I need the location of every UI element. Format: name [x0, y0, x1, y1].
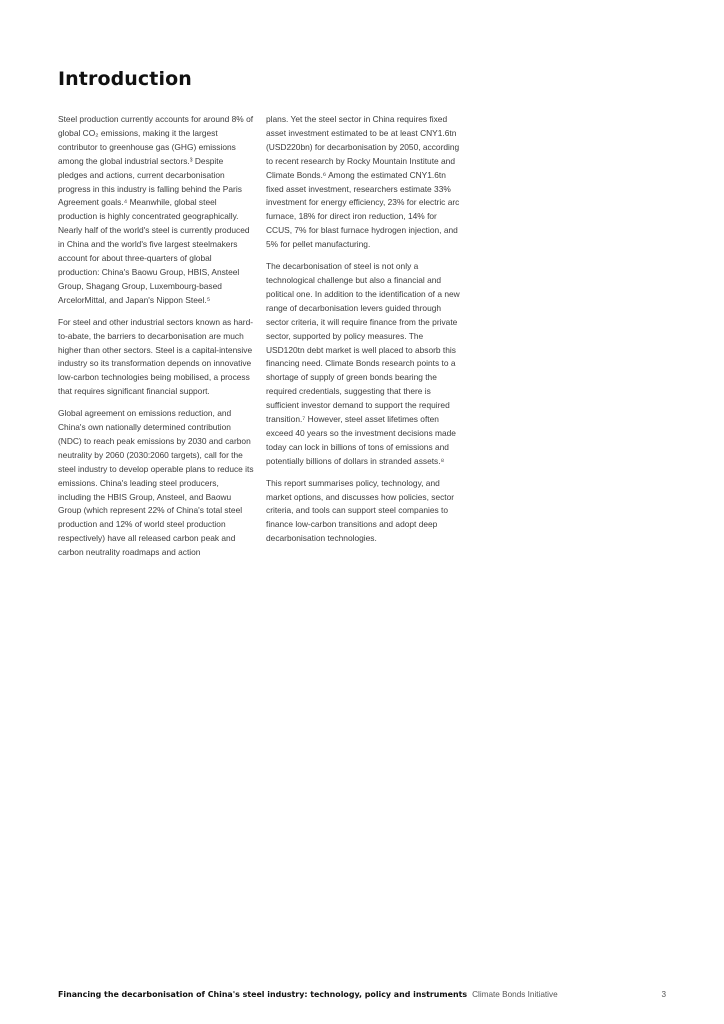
right-column	[266, 113, 462, 554]
paragraph: For steel and other industrial sectors known as hard-to-abate, the barriers to decarbonisation are much higher than other sectors. Steel is a capital-intensive industry so its transformation depends on innovative low-carbon technologies being mobilised, a process that requires significant financial support.	[58, 316, 254, 397]
page-footer	[58, 989, 668, 1003]
page-title: Introduction	[58, 68, 192, 90]
paragraph: This report summarises policy, technology, and market options, and discusses how policies, sector criteria, and tools can support steel companies to finance low-carbon transitions and adopt deep decarbonisation technologies.	[266, 477, 455, 544]
paragraph: Steel production currently accounts for around 8% of global CO₂ emissions, making it the largest contributor to greenhouse gas (GHG) emissions among the global industrial sectors.³ Despite pledges and actions, current decarbonisation progress in this industry is falling behind the Paris Agreement goals.⁴ Meanwhile, global steel production is highly concentrated geographically. Nearly half of the world's steel is currently produced in China and the world's five largest steelmakers account for about three-quarters of global production: China's Baowu Group, HBIS, Ansteel Group, Shagang Group, Luxembourg-based ArcelorMittal, and Japan's Nippon Steel.⁵	[58, 114, 254, 305]
page-number: 3	[661, 990, 666, 999]
footer-organization: Climate Bonds Initiative	[472, 990, 558, 999]
left-column	[58, 113, 254, 568]
paragraph: plans. Yet the steel sector in China requires fixed asset investment estimated to be at least CNY1.6tn (USD220bn) for decarbonisation by 2050, according to recent research by Rocky Mountain Institute and Climate Bonds.⁶ Among the estimated CNY1.6tn fixed asset investment, researchers estimate 33% investment for energy efficiency, 23% for electric arc furnace, 18% for direct iron reduction, 14% for CCUS, 7% for blast furnace hydrogen injection, and 5% for pellet manufacturing.	[266, 114, 460, 250]
footer-document-title: Financing the decarbonisation of China's steel industry: technology, policy and instruments	[58, 990, 468, 999]
paragraph: The decarbonisation of steel is not only a technological challenge but also a financial and political one. In addition to the identification of a new range of decarbonisation levers guided through sector criteria, it will require finance from the private sector, supported by policy measures. The USD120tn debt market is well placed to absorb this financing need. Climate Bonds research points to a shortage of supply of green bonds bearing the required credentials, suggesting that there is sufficient investor demand to support the required transition.⁷ However, steel asset lifetimes often exceed 40 years so the investment decisions made today can lock in billions of tons of emissions and potentially billions of dollars in stranded assets.⁸	[266, 261, 460, 466]
paragraph: Global agreement on emissions reduction, and China's own nationally determined contribution (NDC) to reach peak emissions by 2030 and carbon neutrality by 2060 (2030:2060 targets), call for the steel industry to develop operable plans to reduce its emissions. China's leading steel producers, including the HBIS Group, Ansteel, and Baowu Group (which represent 22% of China's total steel production and 12% of world steel production respectively) have all released carbon peak and carbon neutrality roadmaps and action	[58, 408, 254, 558]
